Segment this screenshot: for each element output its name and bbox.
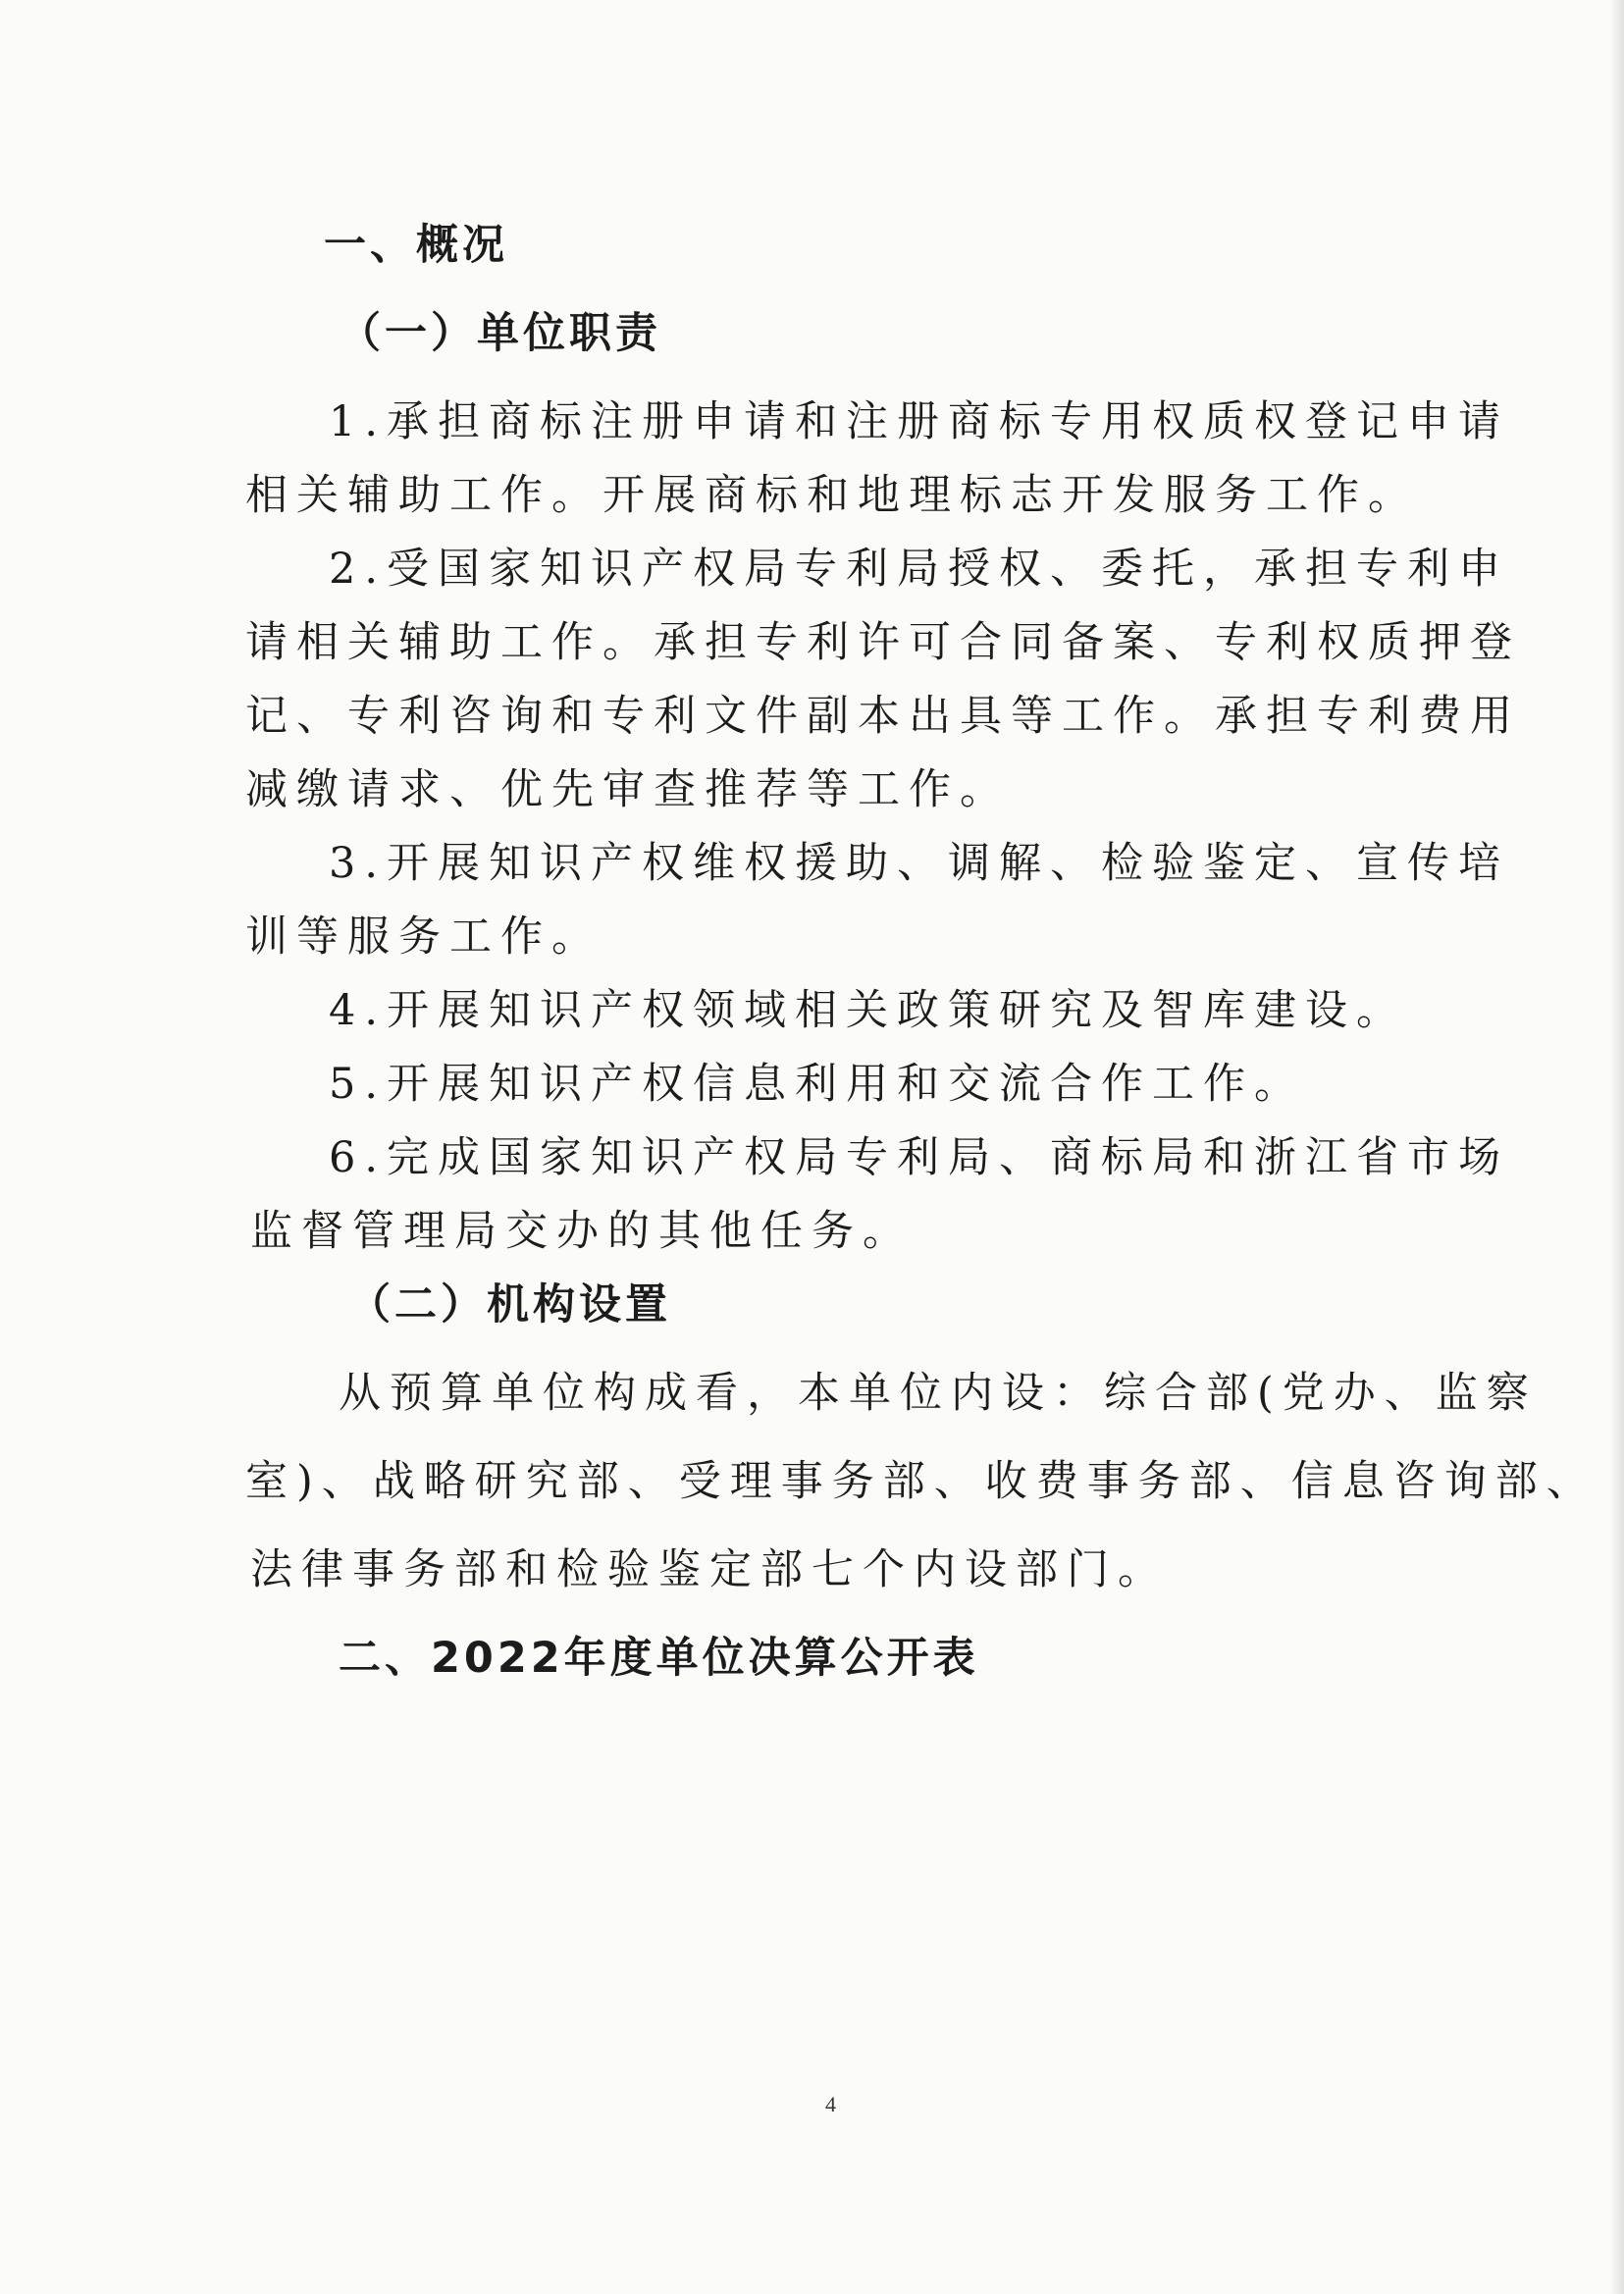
duty-line: 记、专利咨询和专利文件副本出具等工作。承担专利费用 [245, 692, 1521, 741]
duty-line: 请相关辅助工作。承担专利许可合同备案、专利权质押登 [245, 618, 1521, 667]
duty-line: 6.完成国家知识产权局专利局、商标局和浙江省市场 [329, 1133, 1510, 1182]
duty-line: 4.开展知识产权领域相关政策研究及智库建设。 [329, 986, 1408, 1035]
org-line: 室)、战略研究部、受理事务部、收费事务部、信息咨询部、 [245, 1457, 1598, 1506]
page-number: 4 [825, 2092, 836, 2116]
duty-line: 监督管理局交办的其他任务。 [250, 1207, 914, 1256]
subsection-heading-duties: （一）单位职责 [339, 309, 661, 358]
subsection-heading-organization: （二）机构设置 [348, 1280, 671, 1329]
section-heading-final-accounts: 二、2022年度单位决算公开表 [339, 1634, 979, 1683]
duty-line: 训等服务工作。 [245, 912, 602, 962]
scan-edge-shadow [1610, 0, 1624, 2294]
duty-line: 5.开展知识产权信息利用和交流合作工作。 [329, 1060, 1306, 1109]
duty-line: 2.受国家知识产权局专利局授权、委托，承担专利申 [329, 545, 1510, 594]
duty-line: 1.承担商标注册申请和注册商标专用权质权登记申请 [329, 397, 1510, 446]
org-line: 法律事务部和检验鉴定部七个内设部门。 [250, 1545, 1169, 1594]
duty-line: 相关辅助工作。开展商标和地理标志开发服务工作。 [245, 471, 1419, 520]
org-line: 从预算单位构成看，本单位内设：综合部(党办、监察 [339, 1369, 1538, 1418]
duty-line: 减缴请求、优先审查推荐等工作。 [245, 765, 1011, 814]
duty-line: 3.开展知识产权维权援助、调解、检验鉴定、宣传培 [329, 839, 1510, 888]
section-heading-overview: 一、概况 [324, 221, 508, 270]
